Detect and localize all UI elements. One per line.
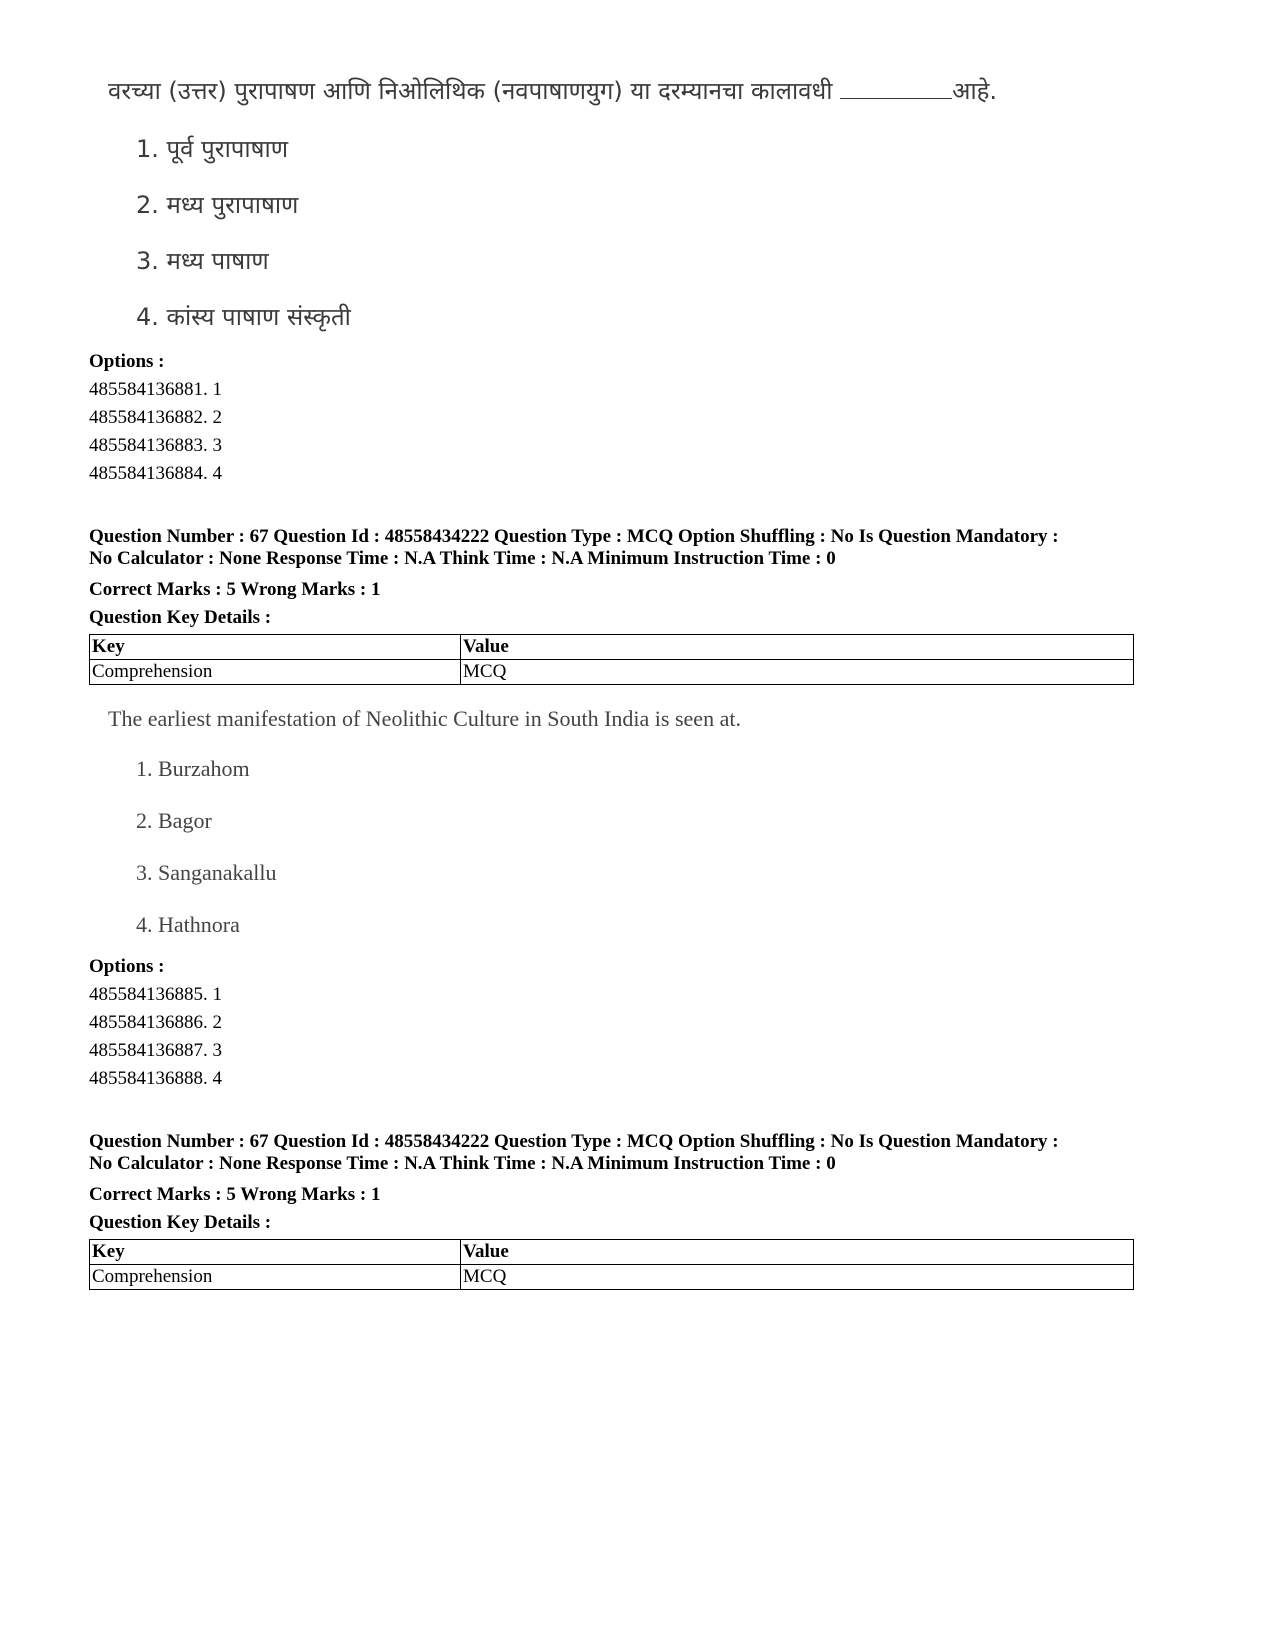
- option-row: 485584136883. 3: [89, 435, 222, 456]
- question-image-english: [108, 702, 741, 937]
- meta-line-2: No Calculator : None Response Time : N.A Think Time : N.A Minimum Instruction Time : 0: [89, 548, 836, 569]
- choice-item: 3. मध्य पाषाण: [136, 247, 269, 275]
- option-row: 485584136884. 4: [89, 463, 222, 484]
- question-meta: [89, 526, 1139, 685]
- table-header-key: Key: [90, 635, 461, 660]
- marks-line: Correct Marks : 5 Wrong Marks : 1: [89, 1184, 381, 1205]
- key-details-table: [89, 1239, 1134, 1290]
- options-section: [89, 348, 222, 488]
- table-header-key: Key: [90, 1240, 461, 1265]
- option-row: 485584136882. 2: [89, 407, 222, 428]
- choice-item: 2. Bagor: [136, 808, 212, 833]
- choice-item: 4. कांस्य पाषाण संस्कृती: [136, 303, 351, 331]
- table-header-value: Value: [461, 635, 1134, 660]
- option-row: 485584136888. 4: [89, 1068, 222, 1089]
- table-row: [90, 1265, 1134, 1290]
- table-cell-value: MCQ: [461, 1265, 1134, 1290]
- table-cell-key: Comprehension: [90, 660, 461, 685]
- marks-line: Correct Marks : 5 Wrong Marks : 1: [89, 579, 381, 600]
- table-cell-key: Comprehension: [90, 1265, 461, 1290]
- question-image-marathi: [108, 74, 998, 331]
- table-header-value: Value: [461, 1240, 1134, 1265]
- meta-line-1: Question Number : 67 Question Id : 48558434222 Question Type : MCQ Option Shuffling : No Is Question Mandatory :: [89, 526, 1059, 547]
- choice-item: 1. पूर्व पुरापाषाण: [136, 135, 289, 163]
- fill-blank: [840, 76, 952, 99]
- option-row: 485584136886. 2: [89, 1012, 222, 1033]
- question-meta: [89, 1131, 1139, 1290]
- key-details-title: Question Key Details :: [89, 607, 272, 628]
- question-stem-end: आहे.: [952, 77, 998, 105]
- question-stem: [108, 74, 997, 108]
- table-header-row: [90, 1240, 1134, 1265]
- question-stem: The earliest manifestation of Neolithic Culture in South India is seen at.: [108, 706, 741, 731]
- key-details-title: Question Key Details :: [89, 1212, 272, 1233]
- choice-item: 2. मध्य पुरापाषाण: [136, 191, 299, 219]
- options-section: [89, 953, 222, 1093]
- options-title: Options :: [89, 956, 165, 977]
- key-details-table: [89, 634, 1134, 685]
- choice-item: 3. Sanganakallu: [136, 860, 277, 885]
- option-row: 485584136885. 1: [89, 984, 222, 1005]
- question-stem-text: वरच्या (उत्तर) पुरापाषण आणि निओलिथिक (नवपाषाणयुग) या दरम्यानचा कालावधी: [108, 77, 833, 105]
- meta-line-2: No Calculator : None Response Time : N.A Think Time : N.A Minimum Instruction Time : 0: [89, 1153, 836, 1174]
- options-title: Options :: [89, 351, 165, 372]
- table-cell-value: MCQ: [461, 660, 1134, 685]
- option-row: 485584136881. 1: [89, 379, 222, 400]
- choice-item: 1. Burzahom: [136, 756, 250, 781]
- meta-line-1: Question Number : 67 Question Id : 48558434222 Question Type : MCQ Option Shuffling : No Is Question Mandatory :: [89, 1131, 1059, 1152]
- choice-item: 4. Hathnora: [136, 912, 240, 937]
- option-row: 485584136887. 3: [89, 1040, 222, 1061]
- table-header-row: [90, 635, 1134, 660]
- table-row: [90, 660, 1134, 685]
